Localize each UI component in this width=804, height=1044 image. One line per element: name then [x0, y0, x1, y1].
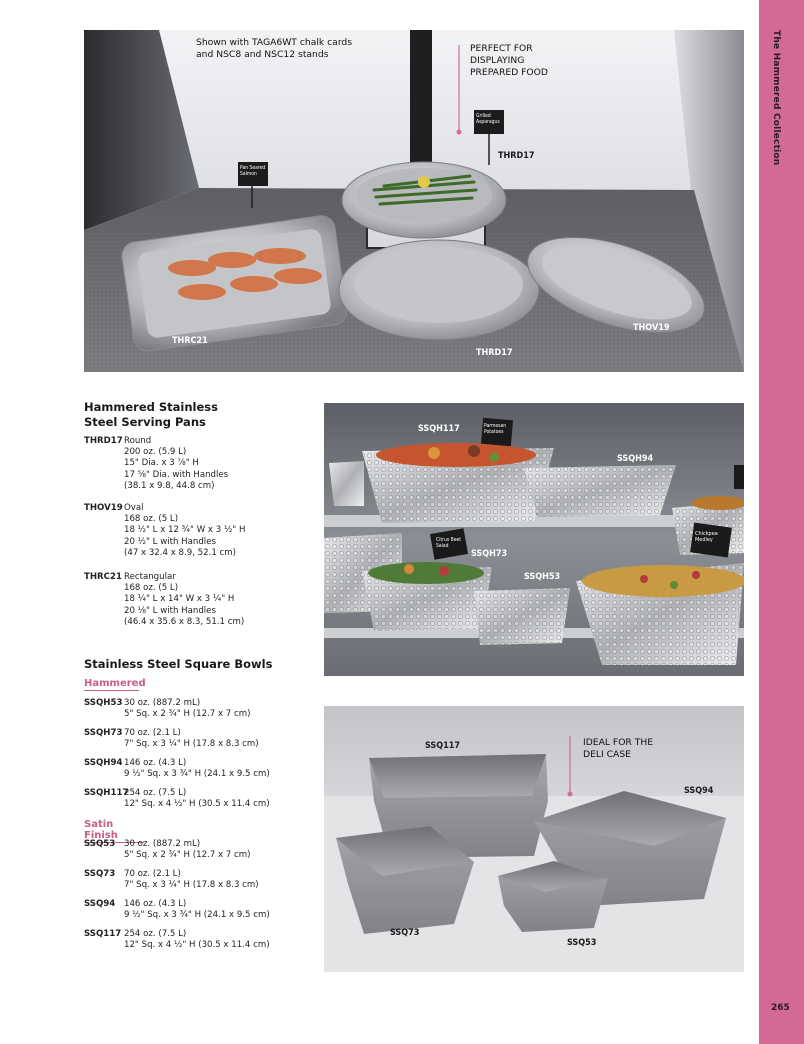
hammered-subheading: Hammered [84, 678, 146, 689]
thrd17-label: THRD17 [476, 348, 513, 358]
ssqh117-label: SSQH117 [418, 424, 460, 434]
product-code: SSQ117 [84, 929, 122, 939]
product-code: SSQH117 [84, 788, 129, 798]
spec-line: 70 oz. (2.1 L) [124, 869, 181, 879]
spec-lines [124, 503, 245, 559]
section-label: The Hammered Collection [771, 30, 781, 166]
spec-line: 18 ½" L x 12 ¾" W x 3 ½" H [124, 525, 246, 536]
spec-lines [124, 728, 259, 750]
thrd17-elevated-label: THRD17 [498, 151, 535, 161]
spec-line: 254 oz. (7.5 L) [124, 788, 187, 798]
product-code: SSQ53 [84, 839, 116, 849]
ssq73-label: SSQ73 [390, 928, 420, 938]
spec-line: 7" Sq. x 3 ¼" H (17.8 x 8.3 cm) [124, 739, 259, 750]
spec-line: 30 oz. (887.2 mL) [124, 698, 201, 708]
thrc21-label: THRC21 [172, 336, 208, 346]
spec-line: 20 ½" L with Handles [124, 536, 216, 547]
spec-line: 7" Sq. x 3 ¼" H (17.8 x 8.3 cm) [124, 880, 259, 891]
spec-line: 146 oz. (4.3 L) [124, 899, 187, 909]
spec-line: Rectangular [124, 572, 176, 582]
spec-line: 17 ⅝" Dia. with Handles [124, 469, 229, 480]
ssq53-label: SSQ53 [567, 938, 597, 948]
spec-line: 15" Dia. x 3 ⅞" H [124, 458, 199, 469]
spec-line: Oval [124, 503, 144, 513]
spec-line: (38.1 x 9.8, 44.8 cm) [124, 480, 215, 491]
product-code: SSQ73 [84, 869, 116, 879]
spec-lines [124, 572, 244, 628]
satin-bowls-photo [324, 706, 744, 972]
product-code: SSQH53 [84, 698, 123, 708]
spec-line: (47 x 32.4 x 8.9, 52.1 cm) [124, 547, 236, 558]
product-code: THRD17 [84, 436, 123, 446]
chalk-card-text: Pan Seared Salmon [240, 165, 266, 177]
spec-lines [124, 869, 259, 891]
chalk-card-text: Grilled Asparagus [476, 113, 500, 125]
spec-line: (46.4 x 35.6 x 8.3, 51.1 cm) [124, 616, 245, 627]
chalk-card-text: Parmesan Potatoes [484, 423, 507, 435]
spec-line: 20 ⅛" L with Handles [124, 605, 216, 616]
product-code: THOV19 [84, 503, 123, 513]
spec-lines [124, 899, 270, 921]
serving-pans-photo [84, 30, 744, 372]
spec-line: 18 ¼" L x 14" W x 3 ¼" H [124, 594, 235, 605]
spec-line: 70 oz. (2.1 L) [124, 728, 181, 738]
spec-lines [124, 929, 270, 951]
spec-line: 146 oz. (4.3 L) [124, 758, 187, 768]
spec-line: 9 ½" Sq. x 3 ¾" H (24.1 x 9.5 cm) [124, 769, 270, 780]
spec-line: 168 oz. (5 L) [124, 514, 179, 525]
spec-line: 12" Sq. x 4 ½" H (30.5 x 11.4 cm) [124, 799, 270, 810]
product-code: THRC21 [84, 572, 122, 582]
spec-line: 168 oz. (5 L) [124, 583, 179, 594]
spec-line: 254 oz. (7.5 L) [124, 929, 187, 939]
ssq117-label: SSQ117 [425, 741, 461, 751]
ssqh94-label: SSQH94 [617, 454, 654, 464]
side-tab [759, 0, 804, 1044]
spec-lines [124, 788, 270, 810]
square-bowls-title: Stainless Steel Square Bowls [84, 657, 273, 671]
spec-line: 5" Sq. x 2 ¾" H (12.7 x 7 cm) [124, 709, 251, 720]
chalk-card-text: Chickpea Medley [695, 531, 718, 543]
hammered-bowls-photo [324, 403, 744, 676]
product-code: SSQ94 [84, 899, 116, 909]
ssqh53-label: SSQH53 [524, 572, 561, 582]
chalk-card-text: Citrus Beet Salad [436, 537, 462, 549]
product-code: SSQH73 [84, 728, 123, 738]
serving-pans-title: Hammered Stainless Steel Serving Pans [84, 400, 218, 429]
chalk-card-note: Shown with TAGA6WT chalk cards and NSC8 and NSC12 stands [196, 37, 353, 60]
deli-case-callout: IDEAL FOR THE DELI CASE [583, 737, 654, 760]
spec-line: 5" Sq. x 2 ¾" H (12.7 x 7 cm) [124, 850, 251, 861]
spec-line: 12" Sq. x 4 ½" H (30.5 x 11.4 cm) [124, 940, 270, 951]
prepared-food-callout: PERFECT FOR DISPLAYING PREPARED FOOD [470, 43, 548, 78]
spec-lines [124, 839, 250, 861]
thov19-label: THOV19 [633, 323, 670, 333]
page-number: 265 [771, 1003, 790, 1013]
product-code: SSQH94 [84, 758, 123, 768]
spec-lines [124, 698, 250, 720]
spec-lines [124, 758, 270, 780]
ssq94-label: SSQ94 [684, 786, 714, 796]
spec-line: 30 oz. (887.2 mL) [124, 839, 201, 849]
spec-line: Round [124, 436, 152, 446]
spec-line: 200 oz. (5.9 L) [124, 447, 187, 458]
ssqh73-label: SSQH73 [471, 549, 508, 559]
spec-lines [124, 436, 228, 492]
satin-finish-subheading: Satin Finish [84, 819, 144, 843]
spec-line: 9 ½" Sq. x 3 ¾" H (24.1 x 9.5 cm) [124, 910, 270, 921]
